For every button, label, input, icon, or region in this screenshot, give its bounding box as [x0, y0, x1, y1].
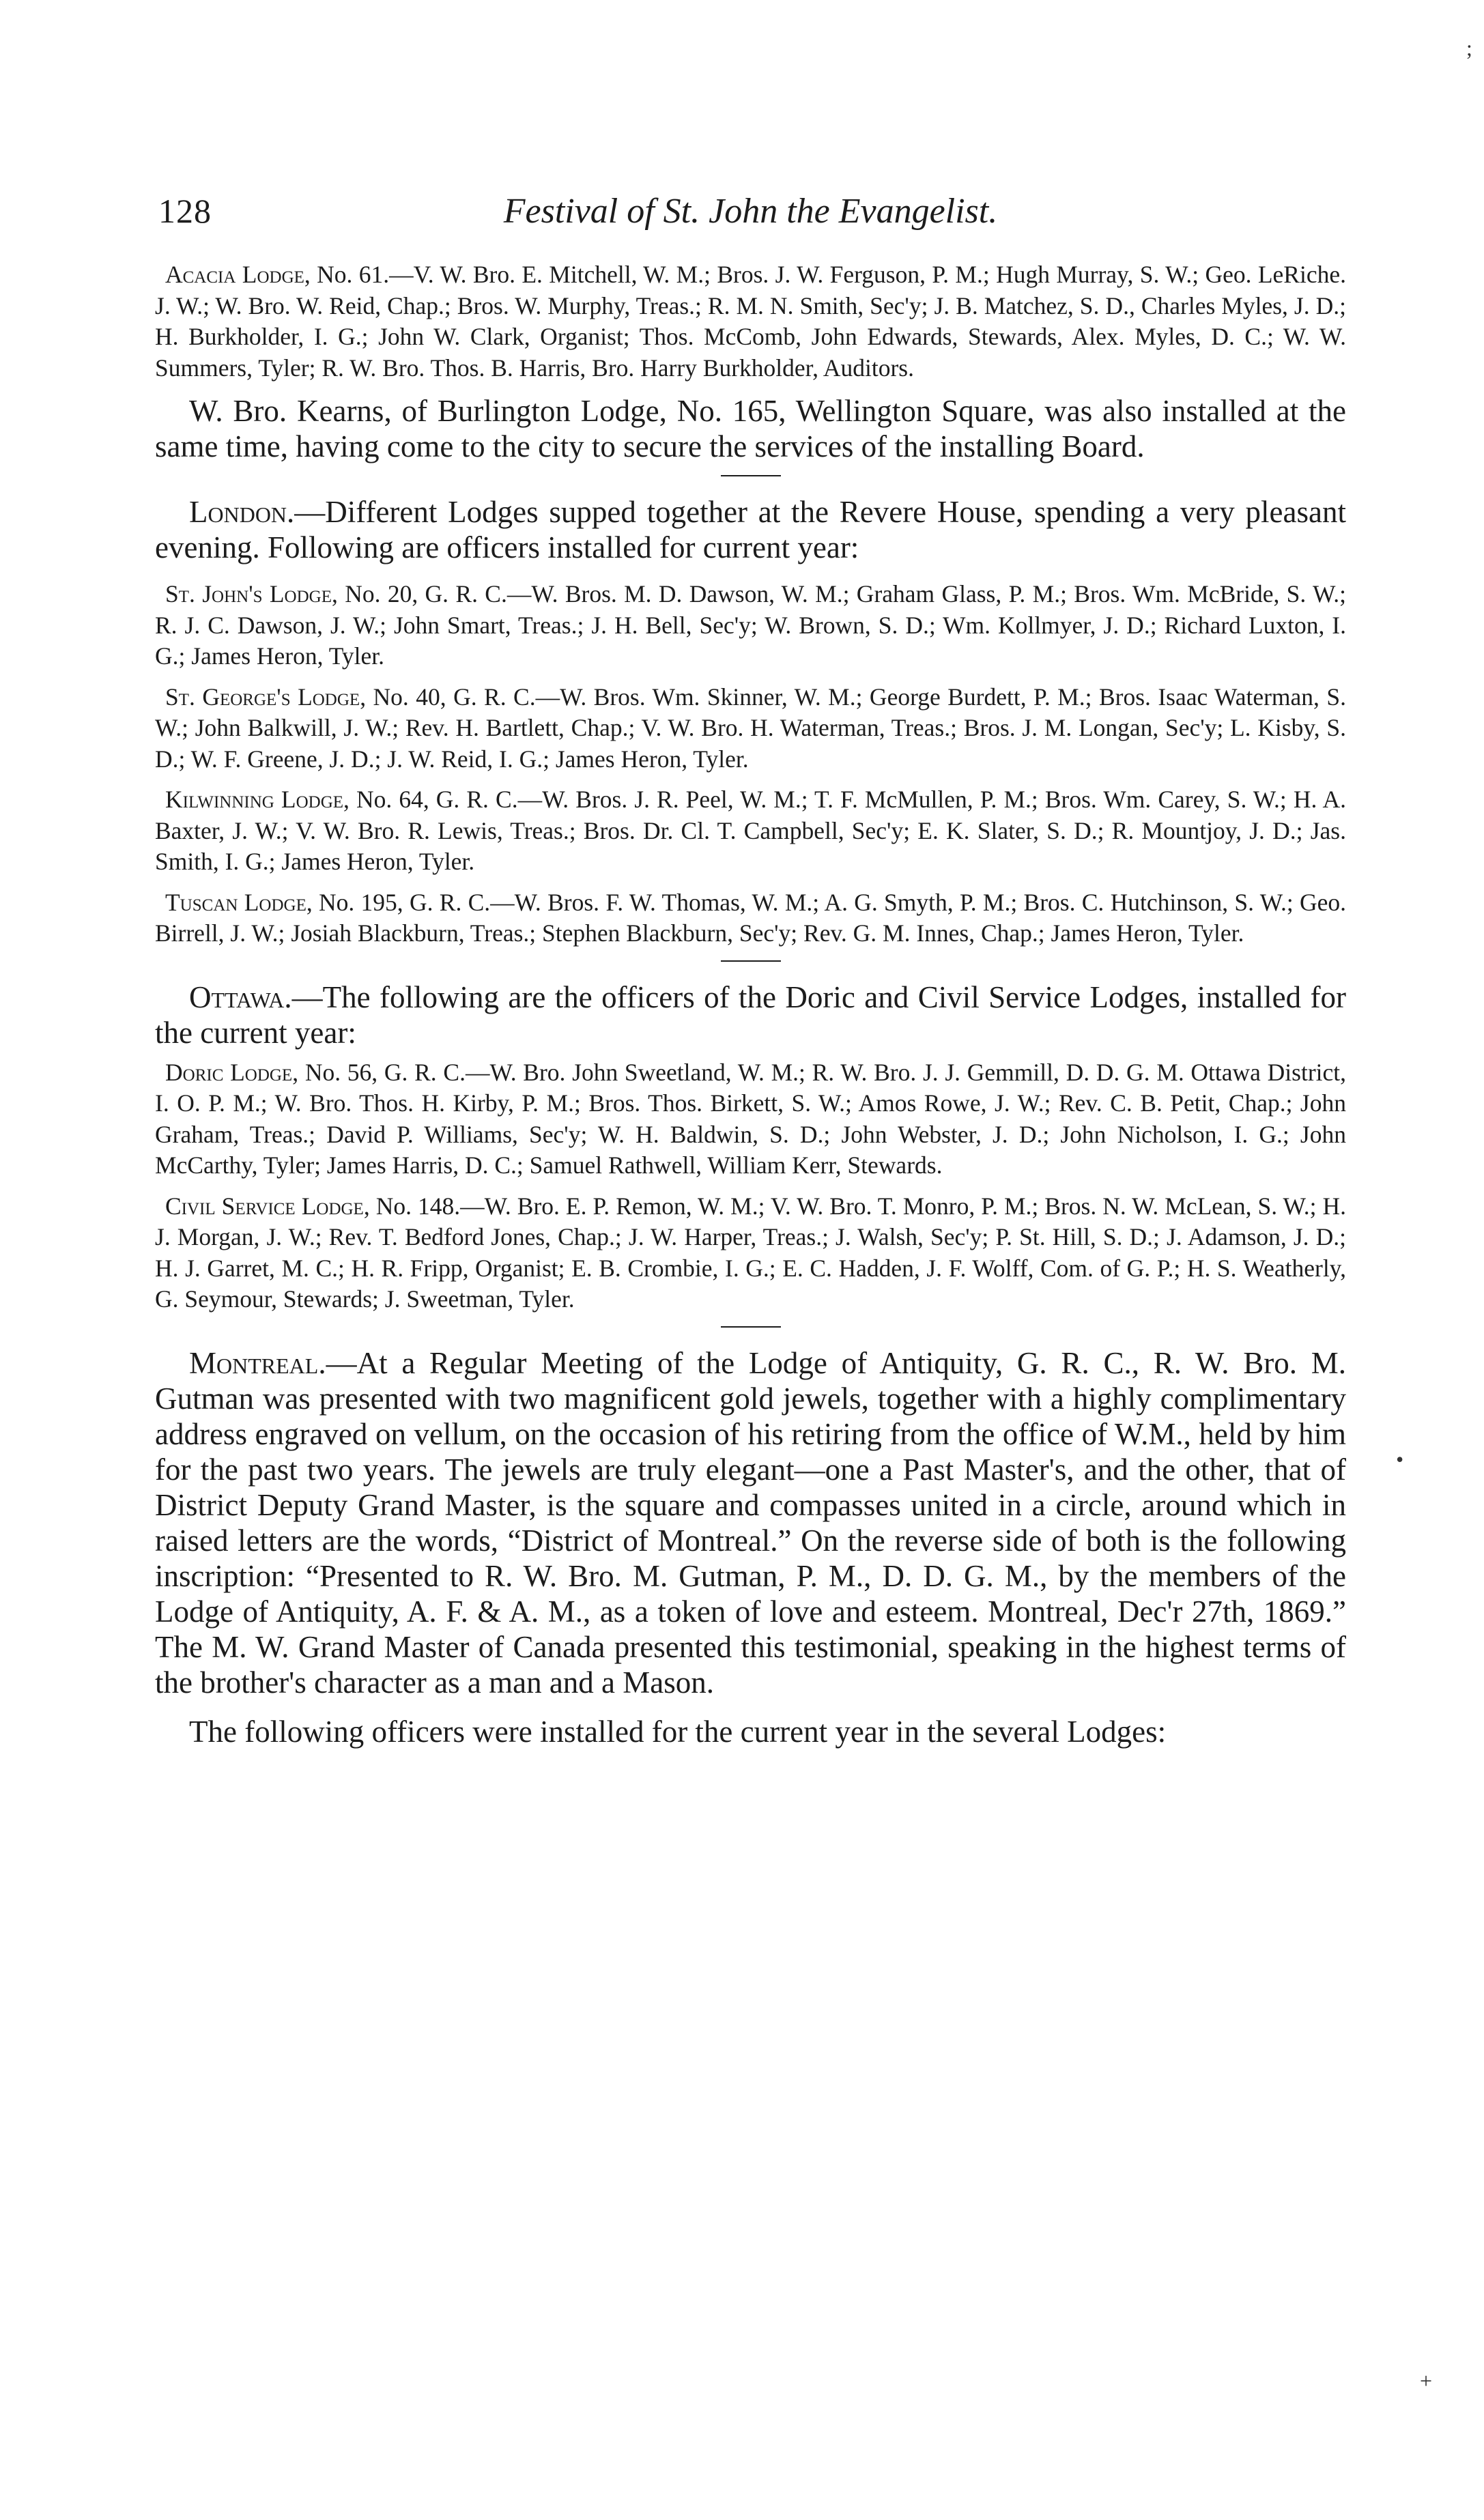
lodge-officers: , No. 20, G. R. C.—W. Bros. M. D. Dawson, W. M.; Graham Glass, P. M.; Bros. Wm. McBride, S. W.; R. J. C. Dawson, J. W.; John Smart, Treas.; J. H. Bell, Sec'y; W. Brown, S. D.; Wm. Kollmyer, J. D.; Richard Luxton, I. G.; James Heron, Tyler. — [155, 580, 1346, 670]
lodge-name: Doric Lodge — [165, 1058, 293, 1086]
tuscan-lodge-paragraph — [155, 887, 1346, 949]
london-intro-paragraph — [155, 494, 1346, 565]
lodge-officers: , No. 64, G. R. C.—W. Bros. J. R. Peel, W. M.; T. F. McMullen, P. M.; Bros. Wm. Carey, S. W.; H. A. Baxter, J. W.; V. W. Bro. R. Lewis, Treas.; Bros. Dr. Cl. T. Campbell, Sec'y; E. K. Slater, S. D.; R. Mountjoy, J. D.; Jas. Smith, I. G.; James Heron, Tyler. — [155, 786, 1346, 875]
margin-mark-middle: • — [1396, 1447, 1404, 1472]
running-title: Festival of St. John the Evangelist. — [503, 192, 998, 231]
lodge-officers: , No. 40, G. R. C.—W. Bros. Wm. Skinner, W. M.; George Burdett, P. M.; Bros. Isaac Waterman, S. W.; John Balkwill, J. W.; Rev. H. Bartlett, Chap.; V. W. Bro. H. Waterman, Treas.; Bros. J. M. Longan, Sec'y; L. Kisby, S. D.; W. F. Greene, J. D.; J. W. Reid, I. G.; James Heron, Tyler. — [155, 683, 1346, 773]
margin-mark-bottom: + — [1420, 2368, 1433, 2393]
book-page — [155, 191, 1346, 1749]
kilwinning-lodge-paragraph — [155, 784, 1346, 878]
acacia-lodge-paragraph — [155, 259, 1346, 384]
ottawa-intro-text: —The following are the officers of the Doric and Civil Service Lodges, installed for the current year: — [155, 979, 1346, 1050]
page-header — [155, 191, 1346, 246]
lodge-name: Acacia Lodge — [165, 261, 304, 288]
lodge-officers: , No. 148.—W. Bro. E. P. Remon, W. M.; V. W. Bro. T. Monro, P. M.; Bros. N. W. McLean, S. W.; H. J. Morgan, J. W.; Rev. T. Bedford Jones, Chap.; J. W. Harper, Treas.; J. Walsh, Sec'y; P. St. Hill, S. D.; J. Adamson, J. D.; H. J. Garret, M. C.; H. R. Fripp, Organist; E. B. Crombie, I. G.; E. C. Hadden, J. F. Wolff, Com. of G. P.; H. S. Weatherly, G. Seymour, Stewards; J. Sweetman, Tyler. — [155, 1192, 1346, 1313]
kearns-paragraph: W. Bro. Kearns, of Burlington Lodge, No. 165, Wellington Square, was also installed at the same time, having come to the city to secure the services of the installing Board. — [155, 394, 1346, 463]
st-johns-lodge-paragraph — [155, 579, 1346, 672]
civil-service-lodge-paragraph — [155, 1191, 1346, 1315]
ottawa-intro-paragraph — [155, 979, 1346, 1050]
st-georges-lodge-paragraph — [155, 682, 1346, 775]
montreal-paragraph — [155, 1345, 1346, 1700]
city-heading-ottawa: Ottawa. — [189, 979, 292, 1014]
lodge-officers: , No. 61.—V. W. Bro. E. Mitchell, W. M.; Bros. J. W. Ferguson, P. M.; Hugh Murray, S. W.; Geo. LeRiche. J. W.; W. Bro. W. Reid, Chap.; Bros. W. Murphy, Treas.; R. M. N. Smith, Sec'y; J. B. Matchez, S. D., Charles Myles, J. D.; H. Burkholder, I. G.; John W. Clark, Organist; Thos. McComb, John Edwards, Stewards, Alex. Myles, D. C.; W. W. Summers, Tyler; R. W. Bro. Thos. B. Harris, Bro. Harry Burkholder, Auditors. — [155, 261, 1346, 382]
lodge-name: Tuscan Lodge — [165, 888, 306, 916]
section-divider — [721, 1326, 781, 1328]
lodge-name: Kilwinning Lodge — [165, 786, 344, 813]
doric-lodge-paragraph — [155, 1057, 1346, 1182]
city-heading-montreal: Montreal. — [189, 1345, 326, 1380]
closing-paragraph: The following officers were installed for the current year in the several Lodges: — [189, 1714, 1167, 1749]
lodge-name: Civil Service Lodge — [165, 1192, 364, 1220]
section-divider — [721, 475, 781, 476]
section-divider — [721, 960, 781, 962]
london-intro-text: —Different Lodges supped together at the Revere House, spending a very pleasant evening. Following are officers installed for current year: — [155, 495, 1346, 564]
page-number: 128 — [158, 192, 212, 230]
montreal-text: —At a Regular Meeting of the Lodge of Antiquity, G. R. C., R. W. Bro. M. Gutman was presented with two magnificent gold jewels, together with a highly complimentary address engraved on vellum, on the occasion of his retiring from the office of W.M., held by him for the past two years. The jewels are truly elegant—one a Past Master's, and the other, that of District Deputy Grand Master, is the square and compasses united in a circle, around which in raised letters are the words, “District of Montreal.” On the reverse side of both is the following inscription: “Presented to R. W. Bro. M. Gutman, P. M., D. D. G. M., by the members of the Lodge of Antiquity, A. F. & A. M., as a token of love and esteem. Montreal, Dec'r 27th, 1869.” The M. W. Grand Master of Canada presented this testimonial, speaking in the highest terms of the brother's character as a man and a Mason. — [155, 1345, 1346, 1700]
lodge-name: St. John's Lodge — [165, 580, 332, 607]
city-heading-london: London. — [189, 495, 295, 529]
lodge-officers: , No. 56, G. R. C.—W. Bro. John Sweetland, W. M.; R. W. Bro. J. J. Gemmill, D. D. G. M. Ottawa District, I. O. P. M.; W. Bro. Thos. H. Kirby, P. M.; Bros. Thos. Birkett, S. W.; Amos Rowe, J. W.; Rev. C. B. Petit, Chap.; John Graham, Treas.; David P. Williams, Sec'y; W. H. Baldwin, S. D.; John Webster, J. D.; John Nicholson, I. G.; John McCarthy, Tyler; James Harris, D. C.; Samuel Rathwell, William Kerr, Stewards. — [155, 1058, 1347, 1179]
lodge-officers: , No. 195, G. R. C.—W. Bros. F. W. Thomas, W. M.; A. G. Smyth, P. M.; Bros. C. Hutchinson, S. W.; Geo. Birrell, J. W.; Josiah Blackburn, Treas.; Stephen Blackburn, Sec'y; Rev. G. M. Innes, Chap.; James Heron, Tyler. — [155, 888, 1346, 947]
margin-mark-top: ; — [1466, 35, 1472, 60]
lodge-name: St. George's Lodge — [165, 683, 360, 711]
